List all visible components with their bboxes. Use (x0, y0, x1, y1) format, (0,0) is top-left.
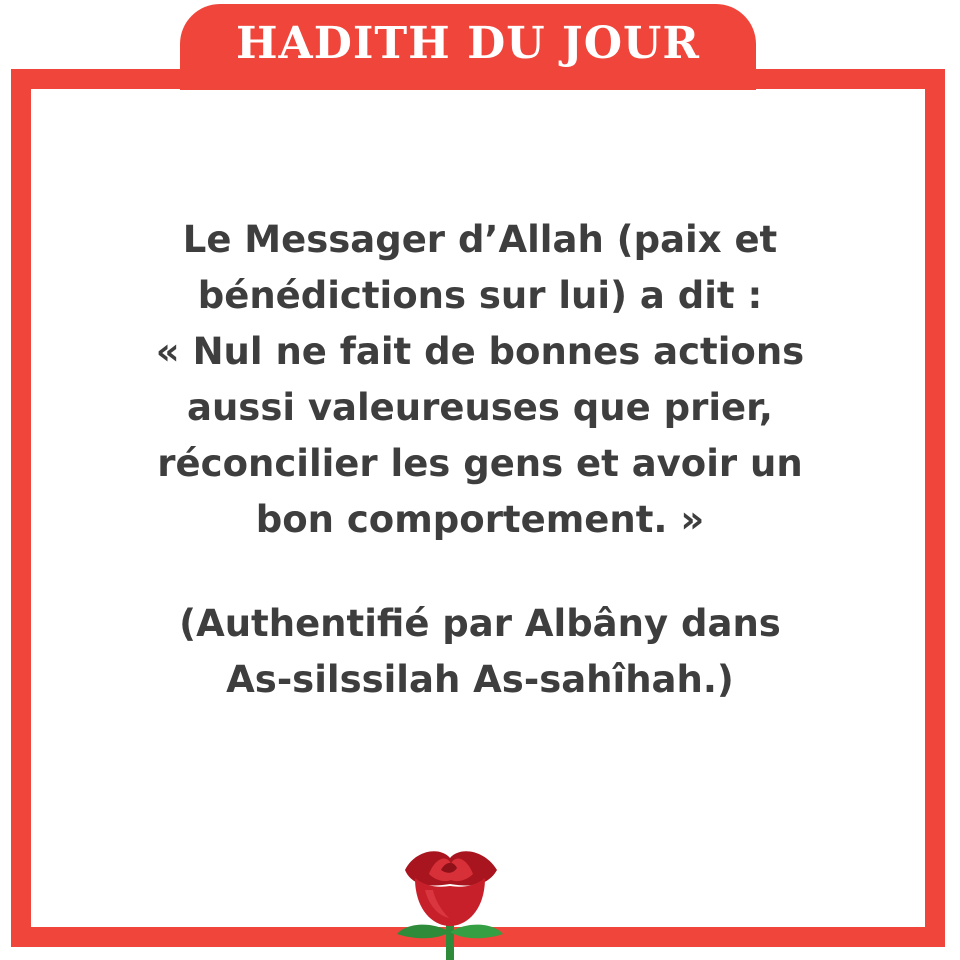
source-line: As-silssilah As-sahîhah.) (226, 658, 734, 701)
hadith-line: réconcilier les gens et avoir un (157, 442, 803, 485)
hadith-line: « Nul ne fait de bonnes actions (155, 330, 805, 373)
hadith-line: Le Messager d’Allah (paix et (182, 218, 778, 261)
hadith-line: bon comportement. » (255, 498, 705, 541)
hadith-line: aussi valeureuses que prier, (186, 386, 773, 429)
rose-icon (385, 840, 515, 960)
text-spacer (40, 548, 920, 596)
hadith-text (40, 212, 920, 708)
page-title: HADITH DU JOUR (235, 18, 700, 69)
hadith-line: bénédictions sur lui) a dit : (197, 274, 763, 317)
source-line: (Authentifié par Albâny dans (179, 602, 781, 645)
